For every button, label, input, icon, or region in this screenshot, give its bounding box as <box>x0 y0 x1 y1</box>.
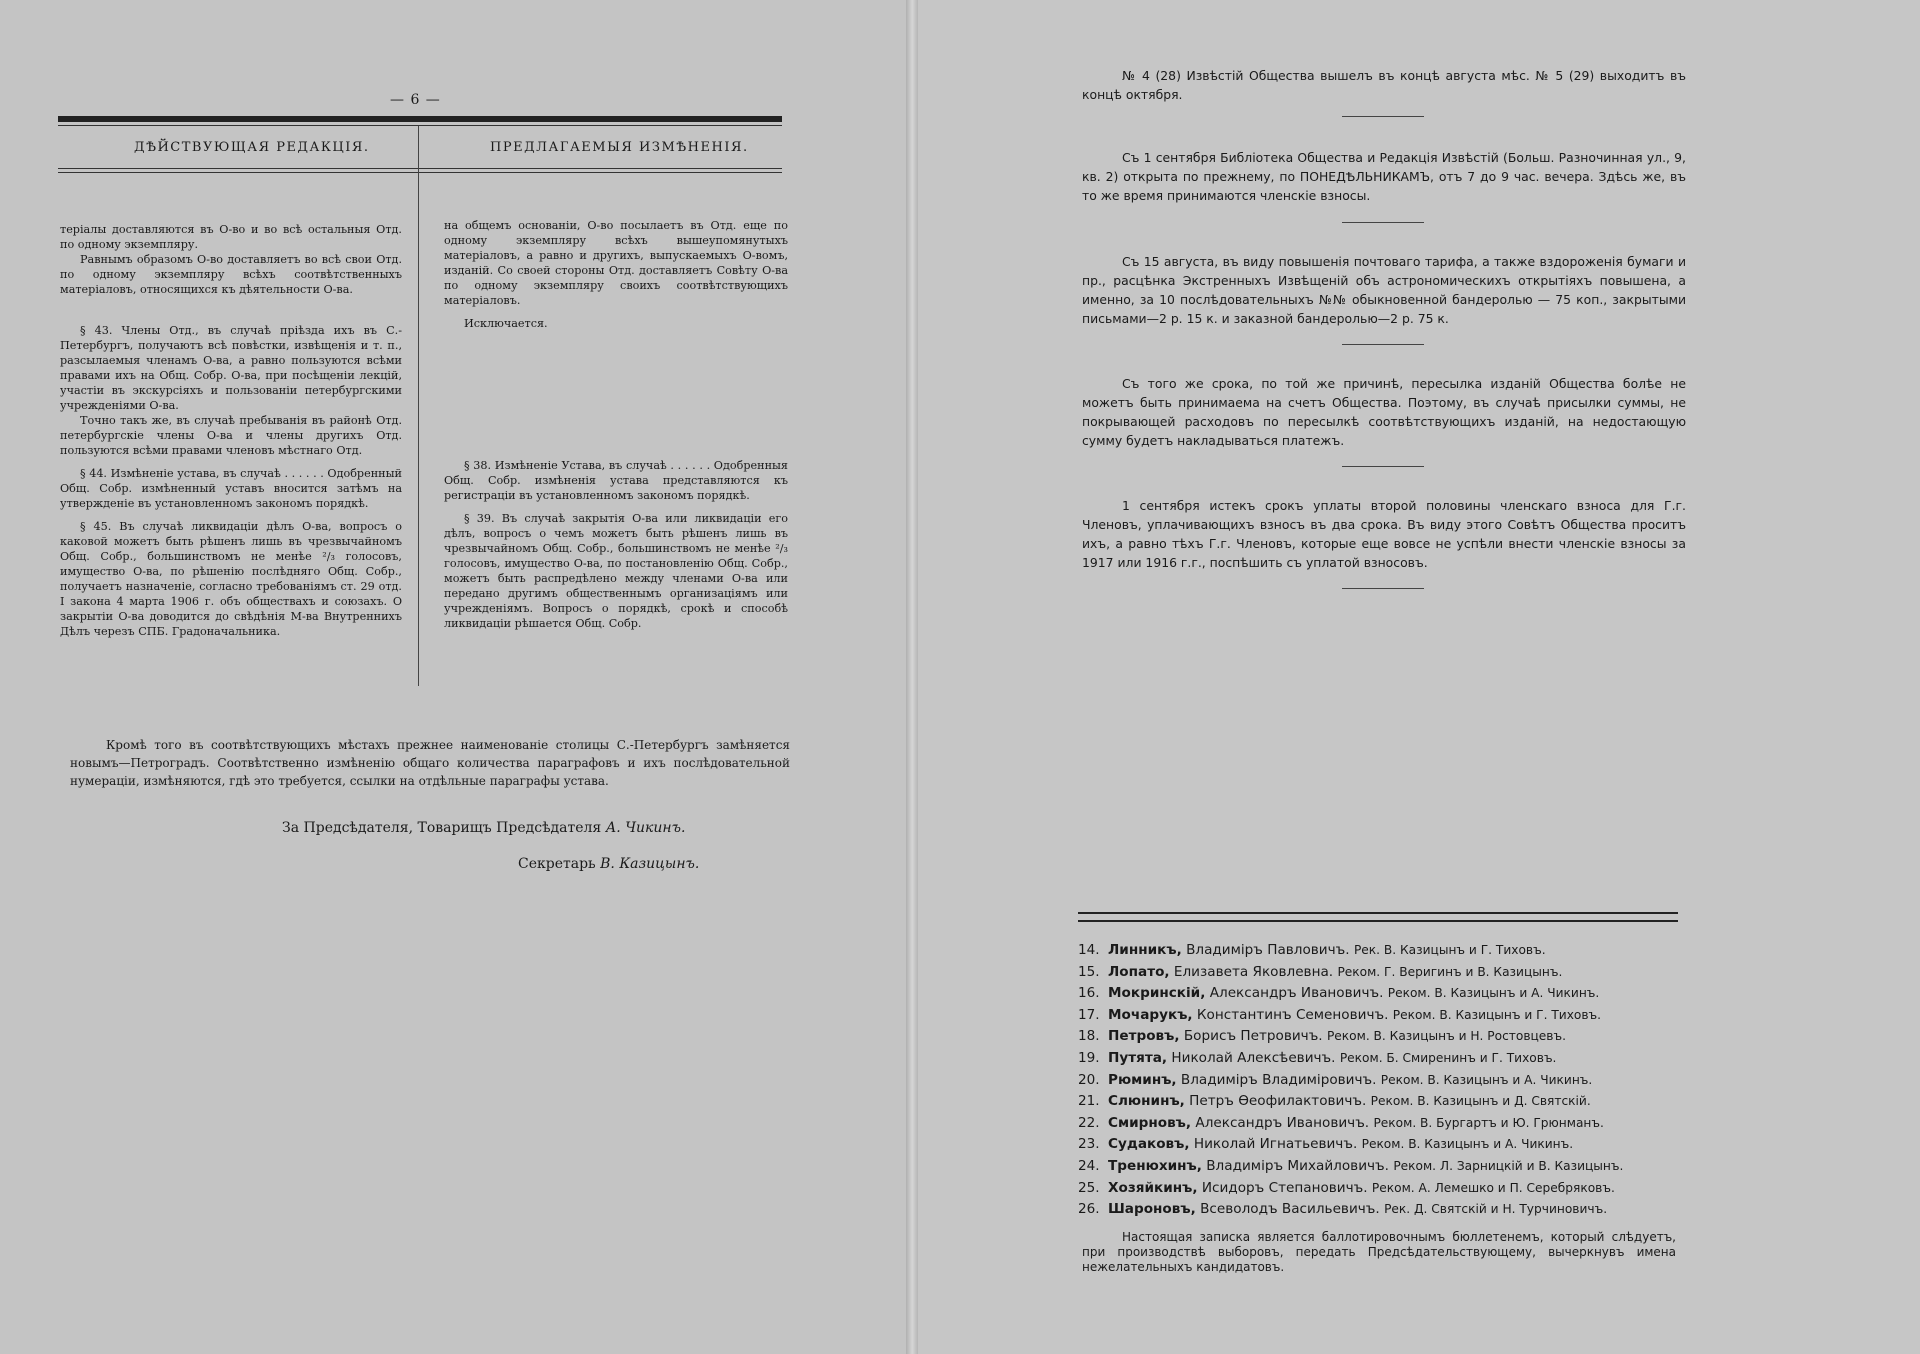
candidate-row <box>1078 1070 1718 1092</box>
candidate-number: 16. <box>1078 985 1100 1002</box>
paragraph-gap <box>444 308 788 316</box>
candidate-number: 23. <box>1078 1136 1100 1153</box>
candidate-surname: Мочарукъ, <box>1108 1006 1193 1023</box>
candidate-name: Петръ Ѳеофилактовичъ. <box>1189 1093 1367 1110</box>
signature-chair-title: За Предсѣдателя, Товарищъ Предсѣдателя <box>282 820 602 836</box>
candidate-surname: Путята, <box>1108 1049 1168 1066</box>
column-divider <box>418 126 419 686</box>
left-page <box>0 0 912 1354</box>
candidate-row <box>1078 1048 1718 1070</box>
candidate-row <box>1078 1199 1718 1221</box>
statute-paragraph: § 44. Измѣненіе устава, въ случаѣ . . . . . . Одобренный Общ. Собр. измѣненный уставъ вносится затѣмъ на утвержденіе въ установленномъ закономъ порядкѣ. <box>60 467 402 510</box>
candidate-row <box>1078 983 1718 1005</box>
candidate-name: Исидоръ Степановичъ. <box>1201 1179 1368 1196</box>
candidate-recommenders: Рек. Д. Святскій и Н. Турчиновичъ. <box>1384 1202 1608 1217</box>
candidate-recommenders: Реком. В. Казицынъ и А. Чикинъ. <box>1361 1137 1574 1152</box>
signature-chair-name: А. Чикинъ. <box>605 820 686 836</box>
candidate-name: Константинъ Семеновичъ. <box>1196 1006 1389 1023</box>
candidate-number: 26. <box>1078 1201 1100 1218</box>
signature-secretary-title: Секретарь <box>518 856 596 872</box>
separator-dash <box>1342 588 1424 589</box>
separator-dash <box>1342 116 1424 117</box>
candidate-number: 18. <box>1078 1028 1100 1045</box>
candidate-row <box>1078 962 1718 984</box>
candidate-row <box>1078 1156 1718 1178</box>
statute-paragraph: Точно такъ же, въ случаѣ пребыванія въ районѣ Отд. петербургскіе члены О-ва и члены другихъ Отд. пользуются всѣми правами членовъ мѣстнаго Отд. <box>60 414 402 457</box>
notice-library <box>1082 148 1686 205</box>
candidate-surname: Лопато, <box>1108 963 1170 980</box>
candidate-name: Александръ Ивановичъ. <box>1209 985 1384 1002</box>
candidate-surname: Мокринскій, <box>1108 985 1206 1002</box>
candidate-recommenders: Реком. В. Казицынъ и Н. Ростовцевъ. <box>1326 1029 1566 1044</box>
statute-paragraph: § 39. Въ случаѣ закрытія О-ва или ликвидаціи его дѣлъ, вопросъ о чемъ можетъ быть рѣшенъ лишь въ чрезвычайномъ Общ. Собр., большинствомъ не менѣе ²/₃ голосовъ, имущество О-ва, по постановленію Общ. Собр., можетъ быть распредѣлено между членами О-ва или передано другимъ общественнымъ организаціямъ или учрежденіямъ. Вопросъ о порядкѣ, срокѣ и способѣ ликвидаціи рѣшается Общ. Собр. <box>444 512 788 630</box>
candidate-number: 22. <box>1078 1114 1100 1131</box>
candidate-row <box>1078 1134 1718 1156</box>
candidate-recommenders: Реком. В. Казицынъ и Д. Святскій. <box>1370 1094 1591 1109</box>
candidate-name: Николай Алексѣевичъ. <box>1171 1049 1336 1066</box>
candidate-name: Николай Игнатьевичъ. <box>1193 1136 1358 1153</box>
candidate-number: 15. <box>1078 963 1100 980</box>
candidate-surname: Слюнинъ, <box>1108 1093 1185 1110</box>
candidate-recommenders: Реком. В. Бургартъ и Ю. Грюнманъ. <box>1373 1115 1604 1130</box>
notice-dues <box>1082 496 1686 572</box>
notice-tariff-text: Съ 15 августа, въ виду повышенія почтоваго тарифа, а также вздороженія бумаги и пр., расцѣнка Экстренныхъ Извѣщеній объ астрономическихъ открытіяхъ повышена, а именно, за 10 послѣдовательныхъ №№ обыкновенной бандеролью — 75 коп., закрытыми письмами—2 р. 15 к. и заказной бандеролью—2 р. 75 к. <box>1082 254 1686 326</box>
notice-library-text: Съ 1 сентября Библіотека Общества и Редакція Извѣстій (Больш. Разночинная ул., 9, кв. 2) открыта по прежнему, по ПОНЕДѢЛЬНИКАМЪ, отъ 7 до 9 час. вечера. Здѣсь же, въ то же время принимаются членскіе взносы. <box>1082 150 1686 203</box>
candidate-row <box>1078 1026 1718 1048</box>
candidate-number: 14. <box>1078 942 1100 958</box>
candidate-row <box>1078 1091 1718 1113</box>
page-number: — 6 — <box>390 92 441 108</box>
paragraph-gap <box>60 511 402 519</box>
notice-issue <box>1082 66 1686 104</box>
candidate-recommenders: Реком. В. Казицынъ и Г. Тиховъ. <box>1392 1007 1602 1022</box>
candidate-name: Владиміръ Владиміровичъ. <box>1180 1071 1377 1088</box>
candidate-recommenders: Реком. В. Казицынъ и А. Чикинъ. <box>1387 986 1600 1001</box>
candidate-number: 21. <box>1078 1093 1100 1110</box>
candidate-name: Александръ Ивановичъ. <box>1195 1114 1370 1131</box>
col-header-proposed: ПРЕДЛАГАЕМЫЯ ИЗМѢНЕНІЯ. <box>490 140 749 155</box>
candidate-number: 19. <box>1078 1049 1100 1066</box>
candidate-surname: Смирновъ, <box>1108 1114 1192 1131</box>
statute-paragraph: теріалы доставляются въ О-во и во всѣ остальныя Отд. по одному экземпляру. <box>60 223 402 251</box>
ballot-note <box>1082 1230 1676 1275</box>
candidates-rule <box>1078 912 1678 922</box>
candidate-recommenders: Реком. Л. Зарницкій и В. Казицынъ. <box>1393 1158 1624 1173</box>
candidate-number: 17. <box>1078 1006 1100 1023</box>
header-rule-thick <box>58 116 782 122</box>
signature-secretary <box>518 856 699 872</box>
renaming-note <box>70 736 790 790</box>
separator-dash <box>1342 466 1424 467</box>
current-text-column <box>60 222 402 639</box>
candidate-recommenders: Реком. Г. Веригинъ и В. Казицынъ. <box>1337 964 1563 979</box>
candidate-name: Владиміръ Павловичъ. <box>1186 942 1350 958</box>
candidate-surname: Тренюхинъ, <box>1108 1157 1202 1174</box>
notice-tariff <box>1082 252 1686 328</box>
proposed-text-column <box>444 218 788 630</box>
candidate-row <box>1078 1178 1718 1200</box>
candidate-number: 24. <box>1078 1157 1100 1174</box>
candidate-surname: Линникъ, <box>1108 942 1182 958</box>
signature-chair <box>282 820 685 836</box>
candidate-number: 20. <box>1078 1071 1100 1088</box>
notice-postage-text: Съ того же срока, по той же причинѣ, пересылка изданій Общества болѣе не можетъ быть принимаема на счетъ Общества. Поэтому, въ случаѣ присылки суммы, не покрывающей расходовъ по пересылкѣ соотвѣтствующихъ изданій, на недостающую сумму будетъ накладываться платежъ. <box>1082 376 1686 448</box>
statute-paragraph: § 38. Измѣненіе Устава, въ случаѣ . . . . . . Одобренныя Общ. Собр. измѣненія устава представляются къ регистраціи въ установленномъ закономъ порядкѣ. <box>444 459 788 502</box>
col-header-current: ДѢЙСТВУЮЩАЯ РЕДАКЦІЯ. <box>134 140 370 155</box>
candidate-row <box>1078 1113 1718 1135</box>
candidate-recommenders: Реком. Б. Смиренинъ и Г. Тиховъ. <box>1339 1050 1557 1065</box>
notice-dues-text: 1 сентября истекъ срокъ уплаты второй половины членскаго взноса для Г.г. Членовъ, уплачивающихъ взносъ въ два срока. Въ виду этого Совѣтъ Общества проситъ ихъ, а равно тѣхъ Г.г. Членовъ, которые еще вовсе не успѣли внести членскіе взносы за 1917 или 1916 г.г., поспѣшить съ уплатой взносовъ. <box>1082 498 1686 570</box>
candidate-name: Борисъ Петровичъ. <box>1183 1028 1323 1045</box>
candidate-surname: Хозяйкинъ, <box>1108 1179 1198 1196</box>
candidate-number: 25. <box>1078 1179 1100 1196</box>
paragraph-gap <box>60 297 402 323</box>
statute-paragraph: § 45. Въ случаѣ ликвидаціи дѣлъ О-ва, вопросъ о каковой можетъ быть рѣшенъ лишь въ чрезвычайномъ Общ. Собр., большинствомъ не менѣе ²/₃ голосовъ, имущество О-ва, по рѣшенію послѣдняго Общ. Собр., получаетъ назначеніе, согласно требованіямъ ст. 29 отд. I закона 4 марта 1906 г. объ обществахъ и союзахъ. О закрытіи О-ва доводится до свѣдѣнія М-ва Внутреннихъ Дѣлъ черезъ СПБ. Градоначальника. <box>60 520 402 638</box>
candidate-surname: Рюминъ, <box>1108 1071 1177 1088</box>
separator-dash <box>1342 344 1424 345</box>
paragraph-gap <box>444 503 788 511</box>
candidate-recommenders: Реком. В. Казицынъ и А. Чикинъ. <box>1380 1072 1593 1087</box>
candidate-surname: Шароновъ, <box>1108 1201 1196 1218</box>
candidate-name: Елизавета Яковлевна. <box>1173 963 1334 980</box>
candidate-recommenders: Реком. А. Лемешко и П. Серебряковъ. <box>1371 1180 1615 1195</box>
candidate-surname: Петровъ, <box>1108 1028 1180 1045</box>
signature-secretary-name: В. Казицынъ. <box>600 856 700 872</box>
candidate-recommenders: Рек. В. Казицынъ и Г. Тиховъ. <box>1353 943 1546 957</box>
notice-postage <box>1082 374 1686 450</box>
header-rule-thin <box>58 125 782 126</box>
statute-paragraph: на общемъ основаніи, О-во посылаетъ въ Отд. еще по одному экземпляру всѣхъ вышеупомянутыхъ матеріаловъ, а равно и другихъ, выпускаемыхъ О-вомъ, изданій. Со своей стороны Отд. доставляетъ Совѣту О-ва по одному экземпляру своихъ соотвѣтствующихъ матеріаловъ. <box>444 219 788 307</box>
col-header-rule <box>58 168 782 169</box>
separator-dash <box>1342 222 1424 223</box>
candidate-row <box>1078 940 1718 962</box>
candidates-list <box>1078 940 1718 1221</box>
notice-issue-text: № 4 (28) Извѣстій Общества вышелъ въ концѣ августа мѣс. № 5 (29) выходитъ въ концѣ октября. <box>1082 68 1686 102</box>
candidate-surname: Судаковъ, <box>1108 1136 1190 1153</box>
statute-paragraph: Равнымъ образомъ О-во доставляетъ во всѣ свои Отд. по одному экземпляру всѣхъ соотвѣтственныхъ матеріаловъ, относящихся къ дѣятельности О-ва. <box>60 253 402 296</box>
renaming-note-text: Кромѣ того въ соотвѣтствующихъ мѣстахъ прежнее наименованіе столицы С.-Петербургъ замѣняется новымъ—Петроградъ. Соотвѣтственно измѣненію общаго количества параграфовъ и ихъ послѣдовательной нумераціи, измѣняются, гдѣ это требуется, ссылки на отдѣльные параграфы устава. <box>70 738 790 788</box>
col-header-rule-2 <box>58 172 782 173</box>
paragraph-gap <box>60 458 402 466</box>
candidate-row <box>1078 1005 1718 1027</box>
statute-paragraph: Исключается. <box>464 317 548 330</box>
statute-paragraph: § 43. Члены Отд., въ случаѣ пріѣзда ихъ въ С.-Петербургъ, получаютъ всѣ повѣстки, извѣщенія и т. п., разсылаемыя членамъ О-ва, а равно пользуются всѣми правами ихъ на Общ. Собр. О-ва, при посѣщеніи лекцій, участіи въ экскурсіяхъ и пользованіи петербургскими учрежденіями О-ва. <box>60 324 402 412</box>
candidate-name: Всеволодъ Васильевичъ. <box>1200 1201 1380 1218</box>
ballot-note-text: Настоящая записка является баллотировочнымъ бюллетенемъ, который слѣдуетъ, при производствѣ выборовъ, передать Предсѣдательствующему, вычеркнувъ имена нежелательныхъ кандидатовъ. <box>1082 1230 1676 1274</box>
candidate-name: Владиміръ Михайловичъ. <box>1206 1157 1389 1174</box>
